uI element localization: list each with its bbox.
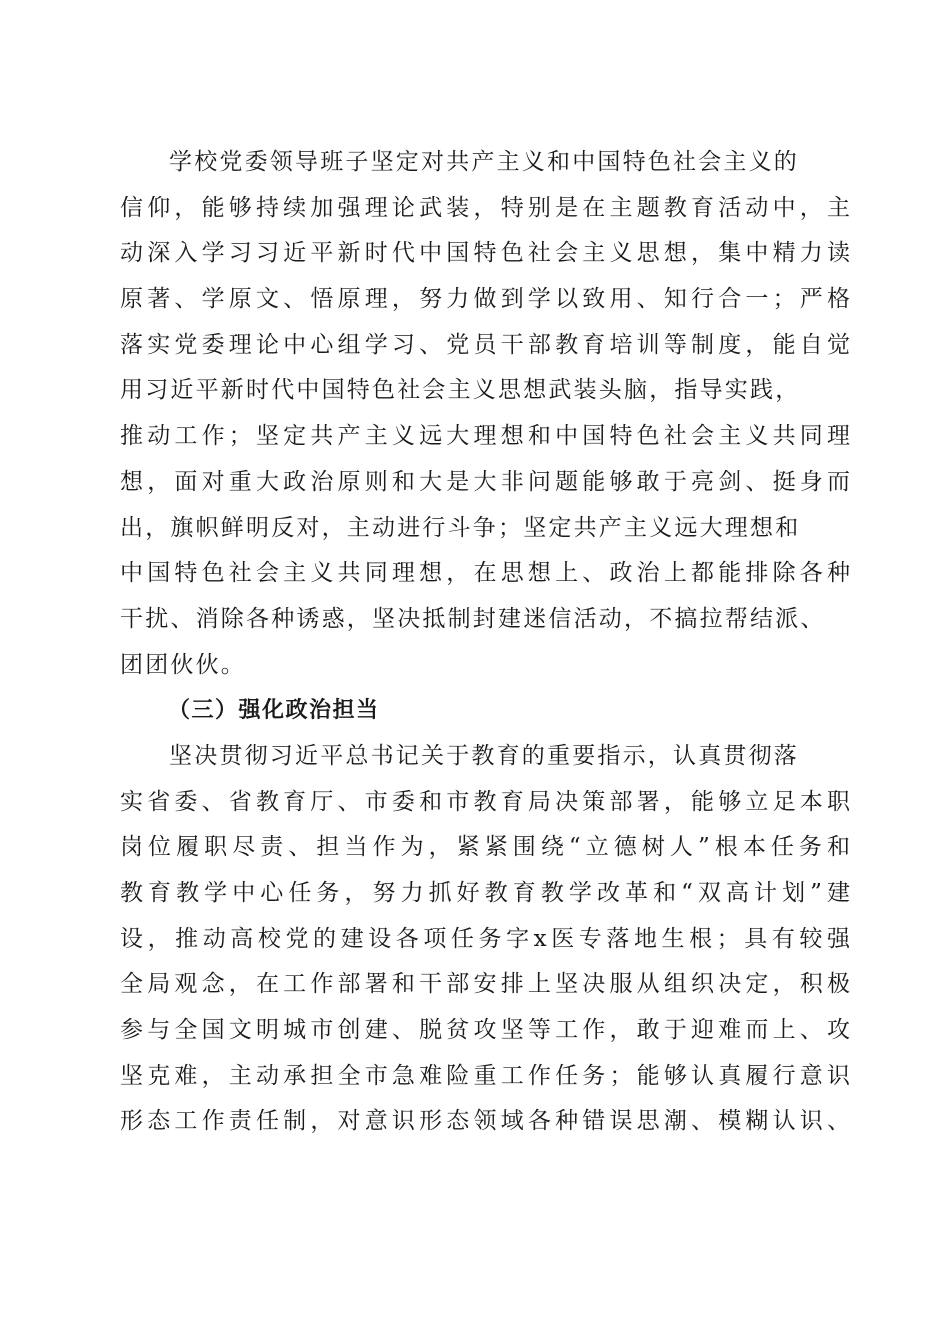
text-line: 用习近平新时代中国特色社会主义思想武装头脑，指导实践，	[120, 377, 801, 404]
text-line: 教育教学中心任务，努力抓好教育教学改革和“双高计划”建	[120, 880, 850, 906]
text-line: 形态工作责任制，对意识形态领域各种错误思潮、模糊认识、	[120, 1108, 850, 1135]
text-line: 团团伙伙。	[120, 651, 246, 678]
text-line: 原著、学原文、悟原理，努力做到学以致用、知行合一；严格	[120, 286, 850, 313]
text-line: 实省委、省教育厅、市委和市教育局决策部署，能够立足本职	[120, 788, 850, 815]
paragraph-responsibility	[120, 734, 850, 1145]
text-line: 全局观念，在工作部署和干部安排上坚决服从组织决定，积极	[120, 971, 850, 998]
text-line: 出，旗帜鲜明反对，主动进行斗争；坚定共产主义远大理想和	[120, 514, 801, 541]
text-line: 学校党委领导班子坚定对共产主义和中国特色社会主义的	[169, 149, 799, 175]
text-line: 想，面对重大政治原则和大是大非问题能够敢于亮剑、挺身而	[120, 468, 850, 495]
document-body	[120, 140, 850, 1145]
text-line: 落实党委理论中心组学习、党员干部教育培训等制度，能自觉	[120, 331, 850, 358]
text-line: 坚决贯彻习近平总书记关于教育的重要指示，认真贯彻落	[169, 742, 799, 769]
text-line: 推动工作；坚定共产主义远大理想和中国特色社会主义共同理	[120, 423, 850, 450]
text-line: 中国特色社会主义共同理想，在思想上、政治上都能排除各种	[120, 560, 850, 587]
text-line: 信仰，能够持续加强理论武装，特别是在主题教育活动中，主	[120, 194, 850, 221]
paragraph-ideals	[120, 140, 850, 688]
text-line: 坚克难，主动承担全市急难险重工作任务；能够认真履行意识	[120, 1062, 850, 1089]
text-line: 干扰、消除各种诱惑，坚决抵制封建迷信活动，不搞拉帮结派、	[120, 605, 826, 632]
text-line: 动深入学习习近平新时代中国特色社会主义思想，集中精力读	[120, 240, 850, 267]
section-heading: （三）强化政治担当	[168, 698, 380, 724]
text-line: 参与全国文明城市创建、脱贫攻坚等工作，敢于迎难而上、攻	[120, 1017, 850, 1044]
text-line: 设，推动高校党的建设各项任务字x医专落地生根；具有较强	[120, 925, 850, 952]
text-line: 岗位履职尽责、担当作为，紧紧围绕“立德树人”根本任务和	[120, 834, 850, 861]
